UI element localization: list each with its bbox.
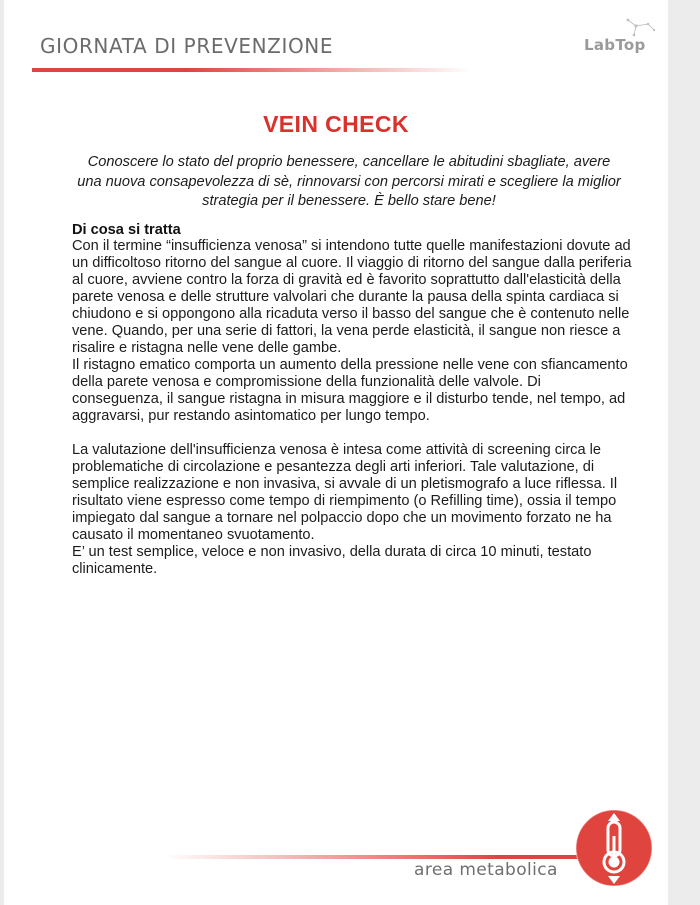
content-section <box>72 222 632 578</box>
document-page <box>4 0 668 905</box>
section-heading: Di cosa si tratta <box>72 222 181 238</box>
logo-text: LabTop <box>584 36 646 54</box>
intro-text: Conoscere lo stato del proprio benessere, cancellare le abitudini sbagliate, avere una nuova consapevolezza di sè, rinnovarsi con percorsi mirati e scegliere la miglior strategia per il benessere. È bello stare bene! <box>77 154 621 210</box>
labtop-logo <box>584 16 656 56</box>
body-paragraph: Con il termine “insufficienza venosa” si intendono tutte quelle manifestazioni dovute ad un difficoltoso ritorno del sangue al cuore. Il viaggio di ritorno del sangue dalla periferia al cuore, avviene contro la forza di gravità ed è favorito soprattutto dall'elasticità della parete venosa e delle strutture valvolari che durante la pausa della spinta cardiaca si chiudono e si oppongono alla ricaduta verso il basso del sangue che è contenuto nelle vene. Quando, per una serie di fattori, la vena perde elasticità, il sangue non riesce a risalire e ristagna nelle vene delle gambe. <box>72 238 632 356</box>
header-divider <box>32 68 472 72</box>
thermometer-arrows-icon <box>574 808 654 888</box>
body-paragraph: E’ un test semplice, veloce e non invasivo, della durata di circa 10 minuti, testato clinicamente. <box>72 544 592 577</box>
footer-divider <box>164 855 584 859</box>
body-paragraph: La valutazione dell'insufficienza venosa è intesa come attività di screening circa le problematiche di circolazione e pesantezza degli arti inferiori. Tale valutazione, di semplice realizzazione e non invasiva, si avvale di un pletismografo a luce riflessa. Il risultato viene espresso come tempo di riempimento (o Refilling time), ossia il tempo impiegato dal sangue a tornare nel polpaccio dopo che un movimento forzato ne ha causato il momentaneo svuotamento. <box>72 442 618 543</box>
footer-area-label: area metabolica <box>414 860 558 880</box>
paragraph-spacer <box>72 425 632 442</box>
header-title: GIORNATA DI PREVENZIONE <box>40 34 334 58</box>
document-title: VEIN CHECK <box>263 111 409 137</box>
body-paragraph: Il ristagno ematico comporta un aumento della pressione nelle vene con sfiancamento della parete venosa e compromissione della funzionalità delle valvole. Di conseguenza, il sangue ristagna in misura maggiore e il disturbo tende, nel tempo, ad aggravarsi, pur restando asintomatico per lungo tempo. <box>72 357 628 424</box>
